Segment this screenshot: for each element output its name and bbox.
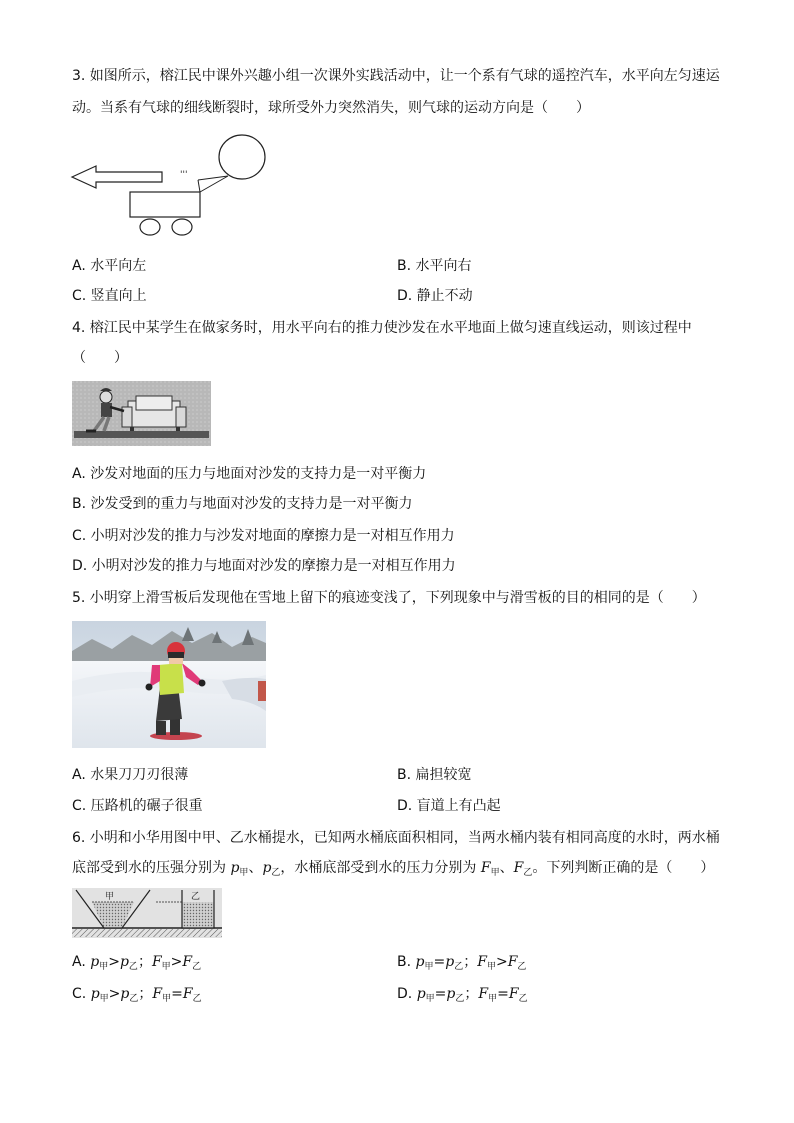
svg-text:乙: 乙	[191, 892, 201, 902]
q5-option-a: A. 水果刀刀刃很薄	[72, 767, 189, 783]
q6-option-a: A. $p_甲>p_乙$；$F_甲>F_乙$	[72, 954, 202, 972]
q4-stem-line1: 4. 榕江民中某学生在做家务时，用水平向右的推力使沙发在水平地面上做匀速直线运动，则该过程中	[72, 320, 692, 336]
q3-option-d: D. 静止不动	[397, 288, 473, 304]
q3-option-b: B. 水平向右	[397, 258, 472, 274]
q3-option-c: C. 竖直向上	[72, 288, 147, 304]
q3-balloon-car-figure	[70, 132, 270, 240]
q4-pushing-sofa-figure	[72, 381, 211, 446]
q4-option-a: A. 沙发对地面的压力与地面对沙发的支持力是一对平衡力	[72, 466, 427, 482]
balloon	[219, 135, 265, 179]
balloon-string	[200, 176, 228, 192]
q6-buckets-figure	[72, 888, 222, 938]
svg-text:甲: 甲	[105, 892, 115, 902]
boy-head	[100, 391, 112, 403]
q5-option-b: B. 扁担较宽	[397, 767, 472, 783]
left-arrow-icon	[72, 166, 162, 188]
q6-stem-line2: 底部受到水的压强分别为 $p_甲$、$p_乙$，水桶底部受到水的压力分别为 $F_甲$、$F_乙$。下列判断正确的是（ ）	[72, 860, 715, 878]
q6-option-c: C. $p_甲>p_乙$；$F_甲=F_乙$	[72, 986, 202, 1004]
q5-snowboard-photo	[72, 621, 266, 748]
q5-option-c: C. 压路机的碾子很重	[72, 798, 203, 814]
q3-stem-line1: 3. 如图所示，榕江民中课外兴趣小组一次课外实践活动中，让一个系有气球的遥控汽车，水平向左匀速运	[72, 68, 720, 84]
car-wheel-left	[140, 219, 160, 235]
q6-option-d: D. $p_甲=p_乙$；$F_甲=F_乙$	[397, 986, 528, 1004]
q5-option-d: D. 盲道上有凸起	[397, 798, 501, 814]
q6-stem-line1: 6. 小明和小华用图中甲、乙水桶提水，已知两水桶底面积相同，当两水桶内装有相同高度的水时，两水桶	[72, 830, 720, 846]
q4-option-c: C. 小明对沙发的推力与沙发对地面的摩擦力是一对相互作用力	[72, 528, 455, 544]
q3-stem-line2: 动。当系有气球的细线断裂时，球所受外力突然消失，则气球的运动方向是（ ）	[72, 100, 590, 116]
car-mark: '''	[180, 170, 188, 180]
q4-option-d: D. 小明对沙发的推力与地面对沙发的摩擦力是一对相互作用力	[72, 558, 456, 574]
q3-option-a: A. 水平向左	[72, 258, 147, 274]
q5-stem-line1: 5. 小明穿上滑雪板后发现他在雪地上留下的痕迹变浅了，下列现象中与滑雪板的目的相同的是（ ）	[72, 590, 706, 606]
q4-option-b: B. 沙发受到的重力与地面对沙发的支持力是一对平衡力	[72, 496, 413, 512]
car-wheel-right	[172, 219, 192, 235]
car-body	[130, 192, 200, 217]
bucket-yi-water	[182, 902, 214, 928]
q6-option-b: B. $p_甲=p_乙$；$F_甲>F_乙$	[397, 954, 527, 972]
q4-stem-line2: （ ）	[72, 350, 128, 366]
